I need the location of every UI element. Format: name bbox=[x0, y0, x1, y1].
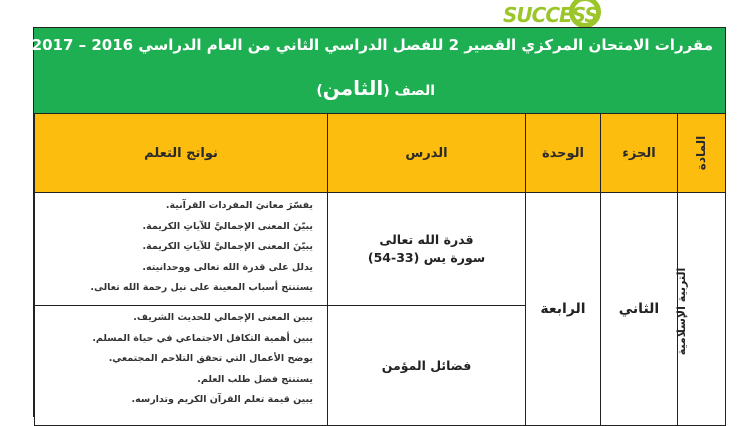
success-logo bbox=[503, 0, 598, 27]
lesson-title: قدرة الله تعالى bbox=[379, 232, 474, 247]
curriculum-table bbox=[34, 113, 726, 426]
outcome-item: يبيّنَ المعنى الإجماليَّ للآياتِ الكريمة. bbox=[142, 241, 313, 252]
outcome-item: يستنتج فضل طلب العلم. bbox=[197, 373, 313, 385]
grade-line bbox=[316, 76, 435, 100]
header-lesson: الدرس bbox=[328, 114, 526, 193]
grade-suffix: ) bbox=[316, 83, 323, 99]
outcome-item: يفسّرَ معانيَ المفردات القرآنية. bbox=[165, 200, 313, 211]
header-subject: المادة bbox=[678, 114, 726, 193]
part-cell: الثاني bbox=[601, 193, 678, 426]
table-header-row bbox=[35, 114, 726, 193]
header-outcomes: نواتج التعلم bbox=[35, 114, 328, 193]
outcomes-cell bbox=[35, 193, 328, 306]
lesson-cell bbox=[328, 193, 526, 306]
outcome-item: يدلل على قدرة الله تعالى ووحدانيته. bbox=[142, 261, 313, 273]
outcome-item: يبين المعنى الإجمالي للحديث الشريف. bbox=[133, 312, 313, 323]
table-row bbox=[35, 193, 726, 306]
subject-cell: التربية الإسلامية bbox=[678, 193, 726, 426]
logo-text: SUCCESS bbox=[503, 3, 598, 27]
outcomes-cell bbox=[35, 306, 328, 426]
lesson-cell bbox=[328, 306, 526, 426]
sheet-header bbox=[31, 28, 725, 113]
lesson-title: فضائل المؤمن bbox=[381, 357, 472, 373]
lesson-subtitle: سورة يس (33-54) bbox=[367, 250, 486, 265]
sheet-title: مقررات الامتحان المركزي القصير 2 للفصل الدراسي الثاني من العام الدراسي 2016 – 2017 bbox=[31, 36, 713, 54]
outcome-item: يبين أهمية التكافل الاجتماعي في حياة المسلم. bbox=[92, 332, 313, 344]
outcome-item: يبيّنَ المعنى الإجماليَّ للآياتِ الكريمة. bbox=[142, 220, 313, 232]
outcome-item: يوضح الأعمال التي تحقق التلاحم المجتمعي. bbox=[108, 353, 313, 364]
grade-name: الثامن bbox=[322, 76, 384, 100]
curriculum-sheet bbox=[33, 27, 726, 417]
header-unit: الوحدة bbox=[526, 114, 601, 193]
outcome-item: يبين قيمة تعلم القرآن الكريم وتدارسه. bbox=[131, 394, 313, 405]
outcome-item: يستنتج أسباب المعينة على نيل رحمة الله تعالى. bbox=[90, 282, 313, 293]
header-part: الجزء bbox=[601, 114, 678, 193]
grade-prefix: الصف ( bbox=[383, 83, 435, 99]
unit-cell: الرابعة bbox=[526, 193, 601, 426]
